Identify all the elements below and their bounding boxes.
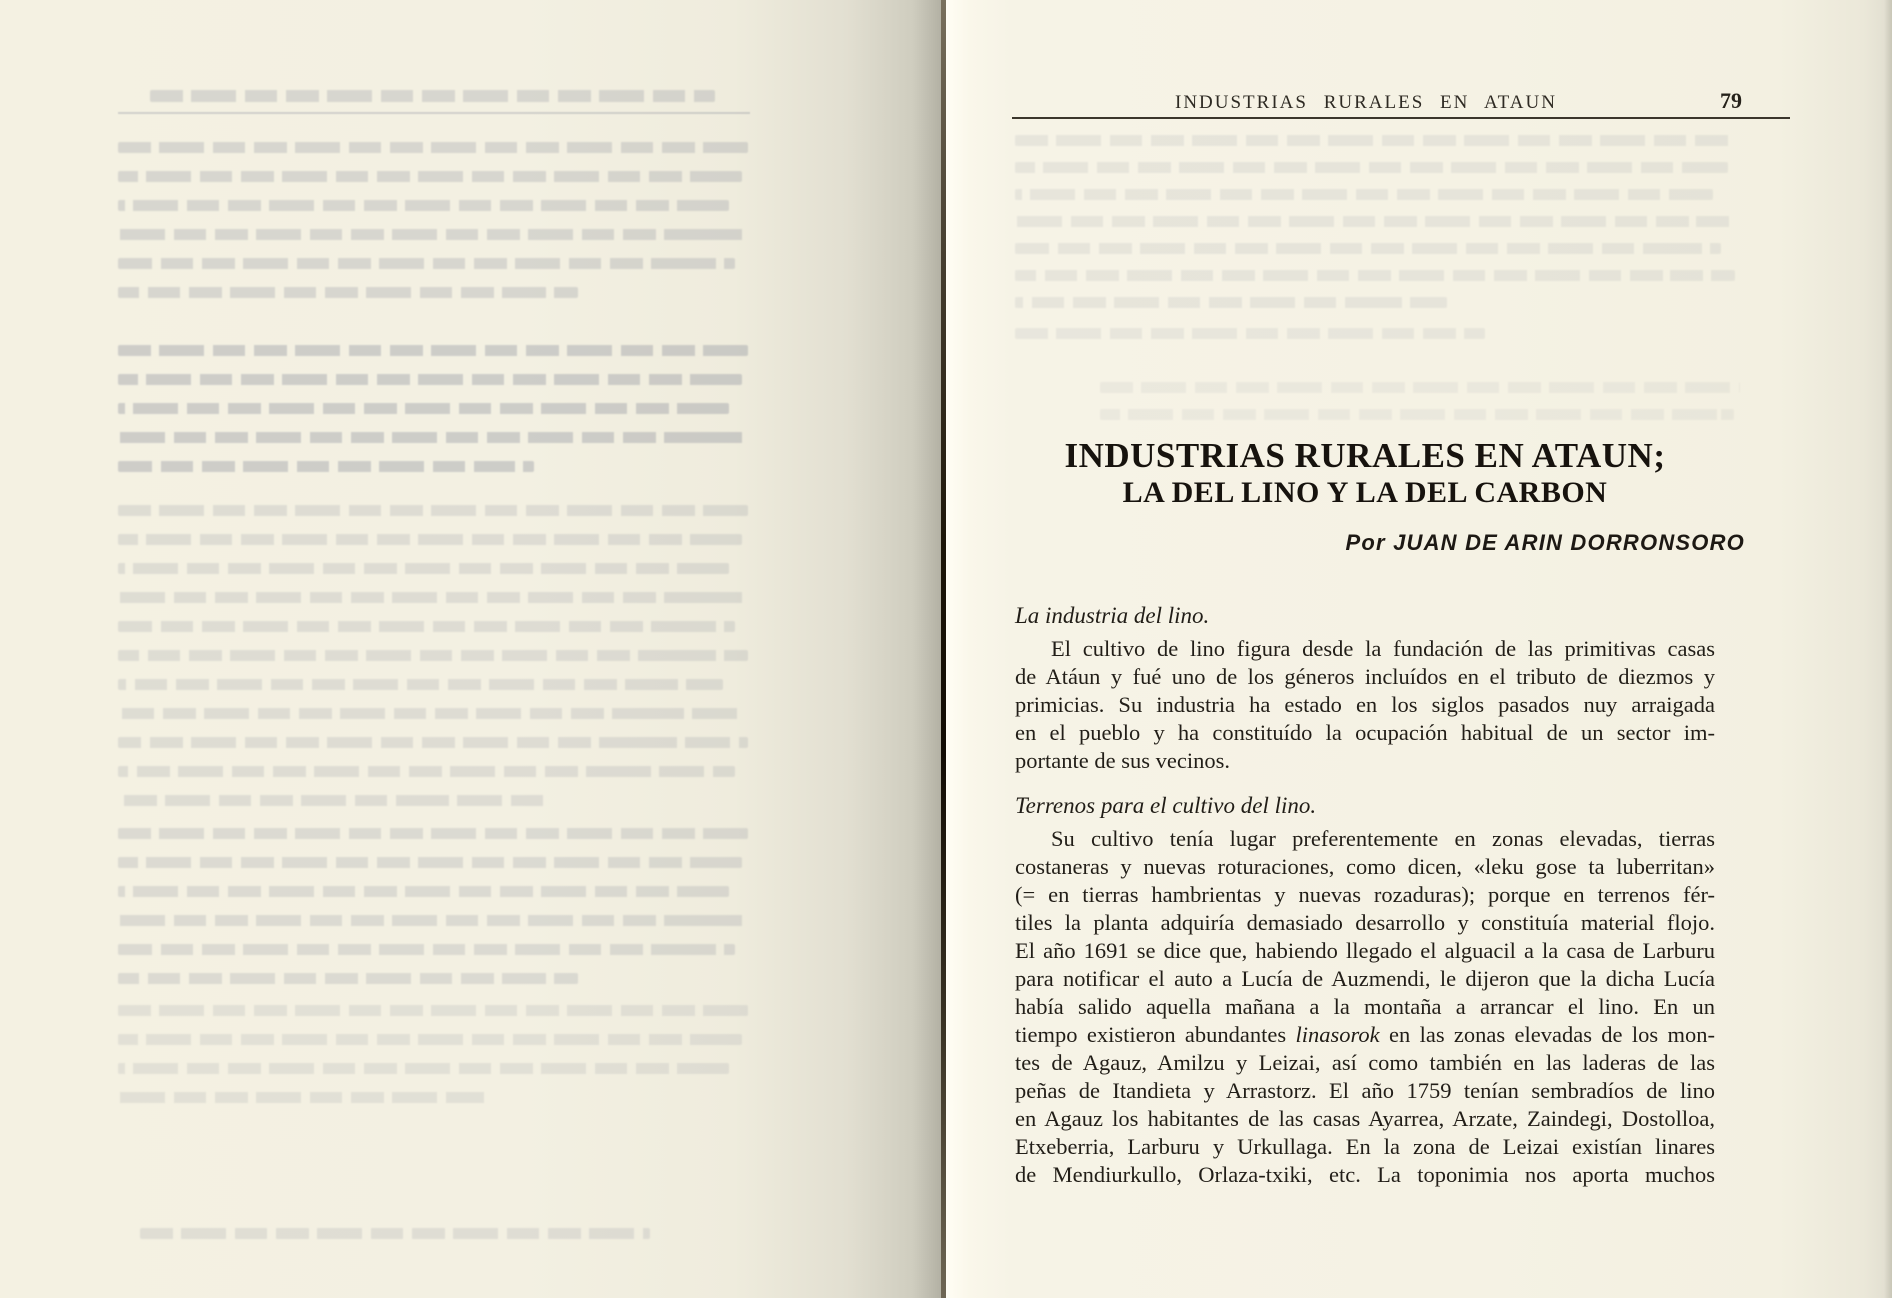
bleed-through-line bbox=[1015, 189, 1713, 200]
body-line: de Atáun y fué uno de los géneros incluídos en el tributo de diezmos y bbox=[1015, 664, 1715, 689]
body-line: El año 1691 se dice que, habiendo llegado el alguacil a la casa de Larburu bbox=[1015, 938, 1715, 963]
bleed-through-line bbox=[118, 795, 546, 806]
bleed-through-line bbox=[1100, 409, 1734, 420]
body-line: había salido aquella mañana a la montaña a arrancar el lino. En un bbox=[1015, 994, 1715, 1019]
paragraph bbox=[1015, 635, 1715, 775]
bleed-through-line bbox=[118, 766, 735, 777]
bleed-through-line bbox=[118, 563, 729, 574]
text-run: tiempo existieron abundantes bbox=[1015, 1022, 1296, 1047]
body-line bbox=[1015, 1021, 1715, 1049]
bleed-through-rule bbox=[118, 112, 750, 114]
body-line: El cultivo de lino figura desde la fundación de las primitivas casas bbox=[1051, 636, 1715, 661]
body-line: para notificar el auto a Lucía de Auzmendi, le dijeron que la dicha Lucía bbox=[1015, 966, 1715, 991]
article-byline: Por JUAN DE ARIN DORRONSORO bbox=[1345, 530, 1745, 555]
header-rule bbox=[1012, 117, 1790, 119]
body-line: costaneras y nuevas roturaciones, como dicen, «leku gose ta luberritan» bbox=[1015, 854, 1715, 879]
bleed-through-line bbox=[118, 200, 729, 211]
bleed-through-line bbox=[1100, 382, 1740, 393]
bleed-through-line bbox=[118, 857, 742, 868]
body-line: portante de sus vecinos. bbox=[1015, 748, 1230, 773]
bleed-through-line bbox=[118, 621, 735, 632]
bleed-through-line bbox=[118, 592, 748, 603]
italic-term: linasorok bbox=[1295, 1022, 1380, 1047]
bleed-through-line bbox=[118, 679, 723, 690]
bleed-through-line bbox=[118, 915, 748, 926]
body-line: Su cultivo tenía lugar preferentemente en zonas elevadas, tierras bbox=[1051, 826, 1715, 851]
bleed-through-line bbox=[118, 973, 578, 984]
bleed-through-line bbox=[118, 708, 742, 719]
article-body bbox=[1015, 601, 1715, 1205]
page-edge-shadow bbox=[1884, 0, 1892, 1298]
bleed-through-line bbox=[118, 287, 578, 298]
right-page bbox=[946, 0, 1892, 1298]
bleed-through-line bbox=[1015, 328, 1485, 339]
bleed-through-block bbox=[118, 345, 748, 490]
bleed-through-line bbox=[1015, 270, 1735, 281]
body-line: tes de Agauz, Amilzu y Leizai, así como también en las laderas de las bbox=[1015, 1050, 1715, 1075]
running-header: INDUSTRIAS RURALES EN ATAUN bbox=[1175, 92, 1557, 113]
bleed-through-line bbox=[118, 432, 748, 443]
left-page bbox=[0, 0, 941, 1298]
bleed-through-line bbox=[1015, 162, 1728, 173]
page-number: 79 bbox=[1720, 88, 1742, 113]
bleed-through-line bbox=[118, 1005, 748, 1016]
body-line: en el pueblo y ha constituído la ocupación habitual de un sector im- bbox=[1015, 720, 1715, 745]
bleed-through-line bbox=[118, 345, 748, 356]
body-line: (= en tierras hambrientas y nuevas rozaduras); porque en terrenos fér- bbox=[1015, 882, 1715, 907]
bleed-through-line bbox=[118, 505, 748, 516]
bleed-through-line bbox=[118, 403, 729, 414]
bleed-through-block bbox=[118, 1005, 748, 1121]
article-title-line1: INDUSTRIAS RURALES EN ATAUN; bbox=[1064, 436, 1666, 475]
body-line: primicias. Su industria ha estado en los siglos pasados nuy arraigada bbox=[1015, 692, 1715, 717]
bleed-through-line bbox=[118, 534, 742, 545]
paragraph bbox=[1015, 825, 1715, 1189]
bleed-through-line bbox=[118, 374, 742, 385]
bleed-through-line bbox=[118, 650, 748, 661]
article-title-line2: LA DEL LINO Y LA DEL CARBON bbox=[1122, 476, 1608, 509]
bleed-through-line bbox=[118, 142, 748, 153]
body-line: en Agauz los habitantes de las casas Ayarrea, Arzate, Zaindegi, Dostolloa, bbox=[1015, 1106, 1715, 1131]
bleed-through-block bbox=[1015, 328, 1485, 355]
bleed-through-line bbox=[118, 258, 735, 269]
bleed-through-line bbox=[118, 461, 534, 472]
body-line: tiles la planta adquiría demasiado desarrollo y constituía material flojo. bbox=[1015, 910, 1715, 935]
bleed-through-line bbox=[118, 886, 729, 897]
bleed-through-line bbox=[1015, 135, 1735, 146]
bleed-through-block bbox=[1100, 382, 1740, 436]
section-heading: La industria del lino. bbox=[1015, 603, 1210, 628]
body-line: Etxeberria, Larburu y Urkullaga. En la zona de Leizai existían linares bbox=[1015, 1134, 1715, 1159]
section-heading: Terrenos para el cultivo del lino. bbox=[1015, 793, 1317, 818]
bleed-through-line bbox=[1015, 216, 1735, 227]
bleed-through-line bbox=[118, 171, 742, 182]
bleed-through-block bbox=[118, 828, 748, 1002]
bleed-through-line bbox=[118, 828, 748, 839]
bleed-through-line bbox=[118, 1034, 742, 1045]
bleed-through-line bbox=[118, 1063, 729, 1074]
bleed-through-line bbox=[1015, 297, 1447, 308]
bleed-through-line bbox=[140, 1228, 650, 1239]
bleed-through-block bbox=[118, 505, 748, 824]
body-line: de Mendiurkullo, Orlaza-txiki, etc. La toponimia nos aporta muchos bbox=[1015, 1162, 1715, 1187]
bleed-through-line bbox=[118, 737, 748, 748]
bleed-through-header bbox=[150, 90, 715, 119]
bleed-through-line bbox=[1015, 243, 1721, 254]
bleed-through-line bbox=[118, 944, 735, 955]
bleed-through-line bbox=[150, 90, 715, 102]
bleed-through-line bbox=[118, 1092, 490, 1103]
text-run: en las zonas elevadas de los mon- bbox=[1379, 1022, 1715, 1047]
bleed-through-block bbox=[140, 1228, 650, 1257]
body-line: peñas de Itandieta y Arrastorz. El año 1759 tenían sembradíos de lino bbox=[1015, 1078, 1715, 1103]
bleed-through-block bbox=[1015, 135, 1735, 324]
bleed-through-line bbox=[118, 229, 748, 240]
bleed-through-block bbox=[118, 142, 748, 316]
